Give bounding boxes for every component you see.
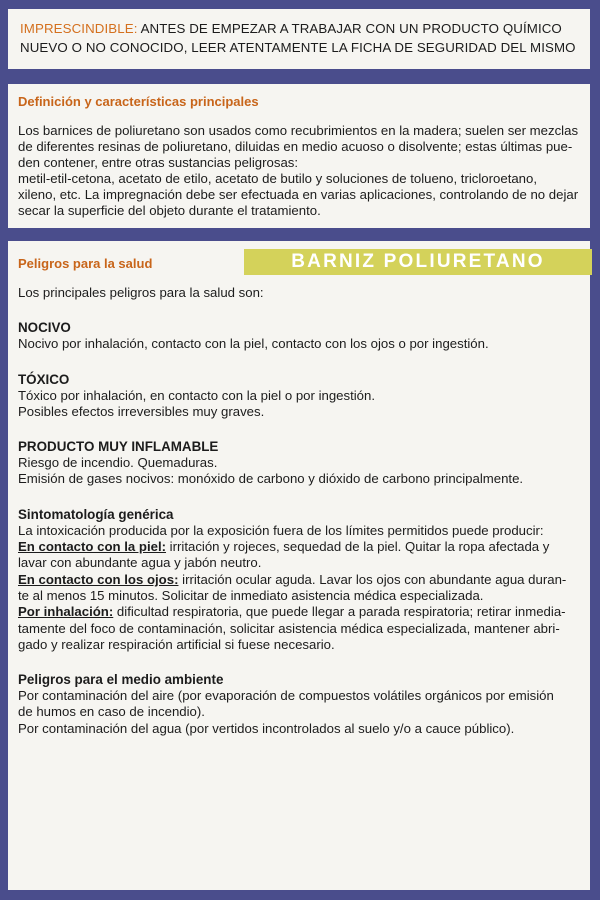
eye-contact-line-2: te al menos 15 minutos. Solicitar de inmediato asistencia médica especializada. [18,587,484,603]
skin-contact-label: En contacto con la piel: [18,539,167,555]
definition-heading: Definición y características principales [18,94,259,109]
definition-line: metil-etil-cetona, acetato de etilo, acetato de butilo y soluciones de tolueno, tricloroetano, [18,171,538,186]
skin-contact-line [18,539,580,555]
section-line: Tóxico por inhalación, en contacto con la piel o por ingestión. [18,387,376,403]
section-title-sintomatologia: Sintomatología genérica [18,506,174,522]
section-title-medio-ambiente: Peligros para el medio ambiente [18,672,224,688]
section-line: Emisión de gases nocivos: monóxido de carbono y dióxido de carbono principalmente. [18,471,524,487]
notice-panel [8,9,590,69]
inhalation-line [18,604,580,620]
definition-line: den contener, entre otras sustancias peligrosas: [18,155,299,170]
eye-contact-text: irritación ocular aguda. Lavar los ojos con abundante agua duran- [178,571,567,587]
section-line: Por contaminación del agua (por vertidos incontrolados al suelo y/o a cauce público). [18,720,515,736]
section-title-inflamable: PRODUCTO MUY INFLAMABLE [18,439,219,455]
notice-label: IMPRESCINDIBLE: [20,21,138,36]
section-title-nocivo: NOCIVO [18,320,71,336]
eye-contact-line [18,572,580,588]
health-heading-row [18,253,580,279]
definition-panel [8,84,590,228]
section-nocivo [18,319,580,352]
sintomatologia-intro: La intoxicación producida por la exposición fuera de los límites permitidos puede producir: [18,522,544,538]
notice-line-2: NUEVO O NO CONOCIDO, LEER ATENTAMENTE LA FICHA DE SEGURIDAD DEL MISMO [20,40,576,55]
product-title-banner: BARNIZ POLIURETANO [244,249,592,275]
section-medio-ambiente [18,671,580,737]
health-heading: Peligros para la salud [18,256,153,271]
definition-line: secar la superficie del objeto durante el tratamiento. [18,203,321,218]
section-title-toxico: TÓXICO [18,371,70,387]
inhalation-line-3: gado y realizar respiración artificial si fuese necesario. [18,636,335,652]
notice-line-1 [20,19,580,38]
definition-line: xileno, etc. La impregnación debe ser efectuada en varias aplicaciones, controlando de no dejar [18,187,579,202]
section-line: Nocivo por inhalación, contacto con la piel, contacto con los ojos o por ingestión. [18,336,489,352]
inhalation-line-2: tamente del foco de contaminación, solicitar asistencia médica especializada, mantener abri- [18,620,560,636]
section-toxico [18,371,580,421]
definition-line: Los barnices de poliuretano son usados como recubrimientos en la madera; suelen ser mezclas [18,123,579,138]
definition-line: de diferentes resinas de poliuretano, diluidas en medio acuoso o disolvente; estas últimas pue- [18,139,573,154]
eye-contact-label: En contacto con los ojos: [18,571,179,587]
health-intro: Los principales peligros para la salud son: [18,285,264,300]
section-sintomatologia [18,506,580,653]
inhalation-label: Por inhalación: [18,604,114,620]
section-line: Riesgo de incendio. Quemaduras. [18,455,218,471]
skin-contact-line-2: lavar con abundante agua y jabón neutro. [18,555,262,571]
inhalation-text: dificultad respiratoria, que puede llegar a parada respiratoria; retirar inmedia- [113,604,566,620]
section-line: Posibles efectos irreversibles muy graves. [18,403,265,419]
section-line: de humos en caso de incendio). [18,704,205,720]
section-line: Por contaminación del aire (por evaporación de compuestos volátiles orgánicos por emisión [18,688,554,704]
section-inflamable [18,438,580,488]
notice-text-1: ANTES DE EMPEZAR A TRABAJAR CON UN PRODUCTO QUÍMICO [140,21,562,36]
skin-contact-text: irritación y rojeces, sequedad de la piel. Quitar la ropa afectada y [166,539,550,555]
health-panel [8,241,590,890]
